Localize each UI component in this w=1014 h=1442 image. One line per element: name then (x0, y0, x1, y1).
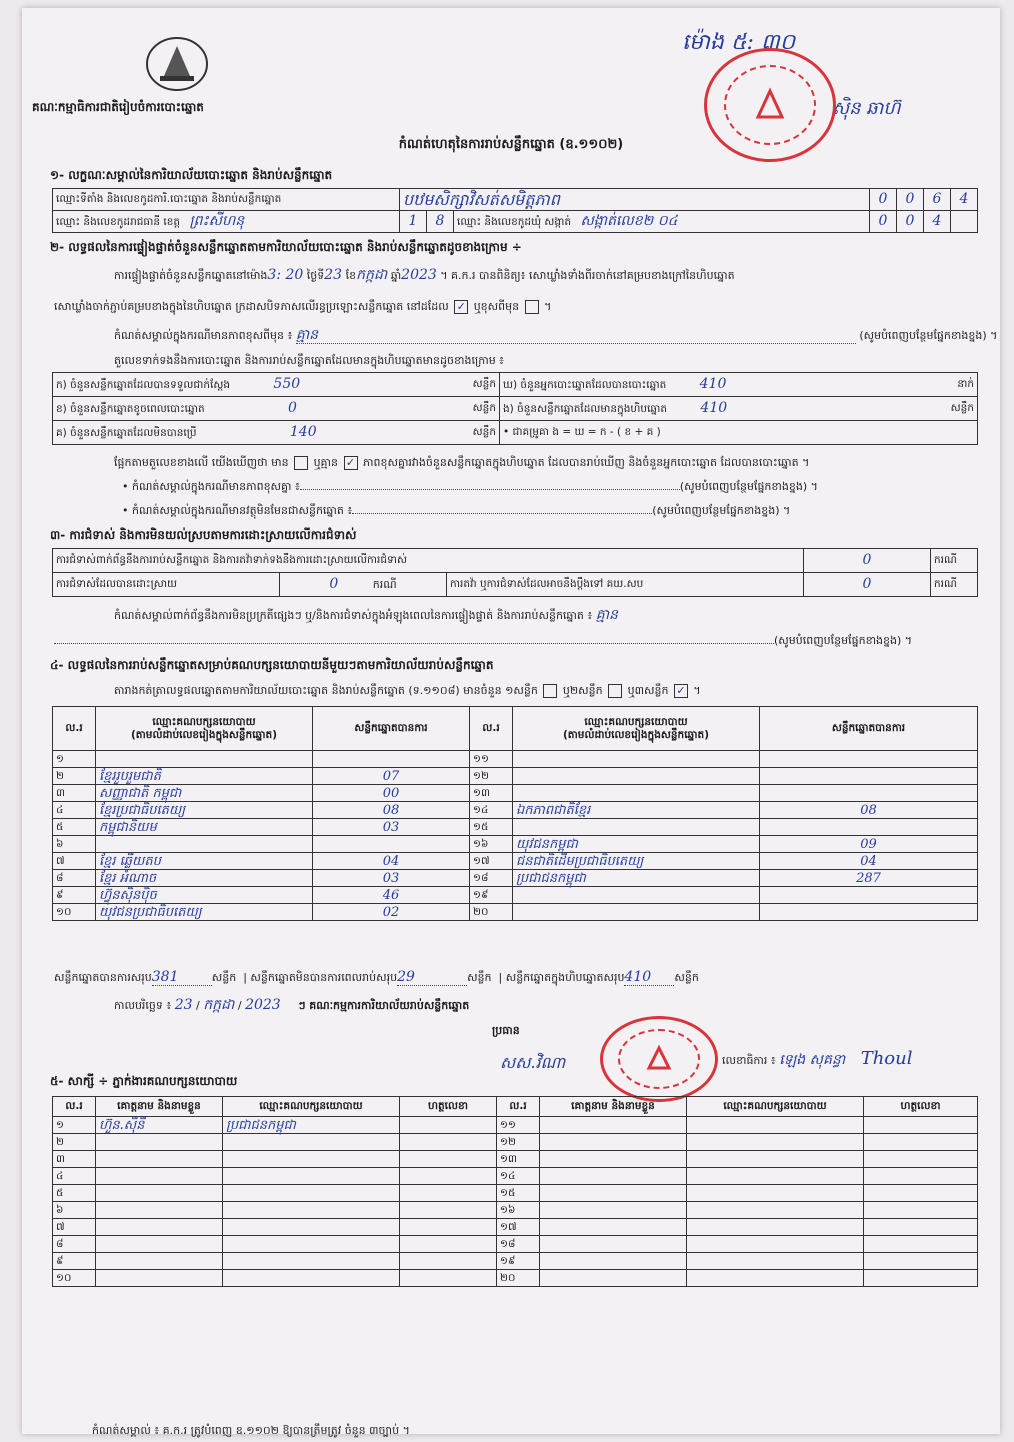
section5-heading: ៥- សាក្សី ÷ ភ្នាក់ងារគណបក្សនយោបាយ (50, 1074, 238, 1088)
case-unit: ករណី (931, 573, 978, 597)
party-name: ហ៊្វុនស៊ិនប៉ិច (96, 887, 313, 904)
date-line: កាលបរិច្ឆេទ ៖ 23 / កក្កដា / 2023 ៗ គណៈកម្មការការិយាល័យរាប់សន្លឹកឆ្នោត (114, 997, 470, 1013)
difference-note-value: គ្មាន (295, 327, 319, 343)
verify-line: ការផ្ទៀងផ្ទាត់ចំនួនសន្លឹកឆ្នោតនៅម៉ោង3: 20 ថ្ងៃទី23 ខែកក្កដា ឆ្នាំ2023 ។ គ.ក.រ បានពិនិត្យ៖ សោឃ្លាំងទាំងពីរចាក់នៅគម្របខាងក្រៅនៃហិបឆ្នោត (114, 267, 735, 283)
party-name (513, 819, 760, 836)
party-name: ឯកភាពជាតិខ្មែរ (513, 802, 760, 819)
party-votes: 287 (760, 870, 978, 887)
has-difference-checkbox[interactable] (294, 456, 308, 470)
party-votes (760, 819, 978, 836)
irregularity-note-value: គ្មាន (595, 607, 618, 623)
total-invalid: 29 (397, 969, 415, 985)
objections-table (52, 548, 978, 597)
one-sheet-checkbox[interactable] (543, 684, 557, 698)
row-no: ៦ (53, 836, 96, 853)
party-name: ខ្មែរ អំណាច (96, 870, 313, 887)
table-row (53, 751, 978, 768)
party-votes: 07 (313, 768, 470, 785)
witness-party (687, 1151, 864, 1168)
party-name: ប្រជាជនកម្ពុជា (513, 870, 760, 887)
witness-name (540, 1117, 687, 1134)
party-votes: 03 (313, 819, 470, 836)
row-no: ៧ (53, 853, 96, 870)
witness-party (223, 1202, 400, 1219)
table-row (53, 1270, 978, 1287)
row-no: ៤ (53, 1168, 96, 1185)
station-code-digit: 4 (951, 189, 978, 211)
witness-party (223, 1236, 400, 1253)
verify-year: 2023 (401, 267, 437, 283)
table-row (53, 887, 978, 904)
totals-line: សន្លឹកឆ្នោតបានការសរុប381 សន្លឹក | សន្លឹកឆ្នោតមិនបានការពេលរាប់សរុប29 សន្លឹក | សន្លឹកឆ្នោតក្នុងហិបឆ្នោតសរុប410 សន្លឹក (54, 969, 699, 985)
col-no: ល.រ (53, 707, 96, 751)
chair-signature: សស.វិណា (500, 1053, 566, 1072)
row-no: ១៤ (470, 802, 513, 819)
table-row (53, 1219, 978, 1236)
witness-party (687, 1219, 864, 1236)
table-row (53, 1253, 978, 1270)
section4-heading: ៤- លទ្ធផលនៃការរាប់សន្លឹកឆ្នោតសម្រាប់គណបក្សនយោបាយនីមួយៗតាមការិយាល័យរាប់សន្លឹកឆ្នោត (50, 658, 494, 672)
row-no: ៨ (53, 870, 96, 887)
party-votes: 04 (313, 853, 470, 870)
row-no: ១៧ (470, 853, 513, 870)
handwritten-time: ម៉ោង ៥: ៣០ (682, 30, 796, 55)
count-row-d: ឃ) ចំនួនអ្នកបោះឆ្នោតដែលបានបោះឆ្នោត 410 នាក់ (500, 373, 978, 397)
witness-signature (864, 1236, 978, 1253)
witness-signature (864, 1117, 978, 1134)
resolved-label: ការជំទាស់ដែលបានដោះស្រាយ (53, 573, 280, 597)
witness-party (223, 1185, 400, 1202)
station-table (52, 188, 978, 233)
party-name: យុវជនប្រជាធិបតេយ្យ (96, 904, 313, 921)
witness-name (96, 1253, 223, 1270)
witness-name: ហ៊ួន.សុីនី (96, 1117, 223, 1134)
witness-party (223, 1219, 400, 1236)
witness-party (223, 1134, 400, 1151)
table-row (53, 1185, 978, 1202)
witness-signature (400, 1117, 497, 1134)
province-code-digit: 1 (400, 211, 427, 233)
party-name (513, 904, 760, 921)
count-row-b: ខ) ចំនួនសន្លឹកឆ្នោតខូចពេលបោះឆ្នោត 0 សន្លឹក (53, 397, 500, 421)
row-no: ២ (53, 768, 96, 785)
party-votes (760, 904, 978, 921)
section1-heading: ១- លក្ខណៈសម្គាល់នៃការិយាល័យបោះឆ្នោត និងរាប់សន្លឹកឆ្នោត (50, 168, 333, 182)
witness-signature (400, 1270, 497, 1287)
witness-name (96, 1219, 223, 1236)
verify-day: 23 (324, 267, 343, 283)
table-row (53, 785, 978, 802)
witness-name (540, 1236, 687, 1253)
party-votes: 02 (313, 904, 470, 921)
witness-signature (400, 1236, 497, 1253)
row-no: ៧ (53, 1219, 96, 1236)
different-checkbox[interactable] (525, 300, 539, 314)
party-votes: 09 (760, 836, 978, 853)
secretary-name: ឡេង សុគន្ធា (779, 1052, 846, 1068)
party-name: យុវជនកម្ពុជា (513, 836, 760, 853)
date-month: កក្កដា (203, 997, 235, 1013)
footer-note: កំណត់សម្គាល់ ៖ គ.ក.រ ត្រូវបំពេញ ឧ.១១០២ ឱ្យបានត្រឹមត្រូវ ចំនួន ៣ច្បាប់ ។ (92, 1424, 410, 1437)
case-unit: ករណី (931, 549, 978, 573)
same-checkbox[interactable]: ✓ (454, 300, 468, 314)
col-sign: ហត្ថលេខា (864, 1097, 978, 1117)
party-name: ជនជាតិដើមប្រជាធិបតេយ្យ (513, 853, 760, 870)
witness-name (96, 1202, 223, 1219)
three-sheets-checkbox[interactable]: ✓ (674, 684, 688, 698)
irregularity-fill: (សូមបំពេញបន្ថែមផ្នែកខាងខ្នង) ។ (54, 634, 912, 648)
witness-party (223, 1270, 400, 1287)
col-party: ឈ្មោះគណបក្សនយោបាយ (តាមលំដាប់លេខរៀងក្នុងសន្លឹកឆ្នោត) (513, 707, 760, 751)
party-name (513, 887, 760, 904)
province-code-digit: 8 (427, 211, 454, 233)
witness-signature (400, 1168, 497, 1185)
commune-label: ឈ្មោះ និងលេខកូដឃុំ សង្កាត់ សង្កាត់លេខ២ ០៤ (454, 211, 870, 233)
row-no: ១ (53, 751, 96, 768)
witness-signature (864, 1134, 978, 1151)
party-name (96, 836, 313, 853)
count-row-a: ក) ចំនួនសន្លឹកឆ្នោតដែលបានទទួលជាក់ស្តែង 550 សន្លឹក (53, 373, 500, 397)
date-year: 2023 (245, 997, 281, 1013)
station-code-digit: 0 (870, 189, 897, 211)
bullet-difference: • កំណត់សម្គាល់ក្នុងករណីមានភាពខុសគ្នា ៖ (សូមបំពេញបន្ថែមផ្នែកខាងខ្នង) ។ (122, 480, 818, 493)
official-stamp-bottom (600, 1016, 718, 1102)
witness-party (687, 1236, 864, 1253)
party-rows (53, 751, 978, 921)
row-no: ១៦ (470, 836, 513, 853)
party-name (513, 768, 760, 785)
party-votes (760, 751, 978, 768)
row-no: ១២ (470, 768, 513, 785)
party-votes: 04 (760, 853, 978, 870)
objections-count: 0 (804, 549, 931, 573)
table-row (53, 768, 978, 785)
col-votes: សន្លឹកឆ្នោតបានការ (760, 707, 978, 751)
witness-name (96, 1236, 223, 1253)
party-name (513, 785, 760, 802)
committee-name: គណៈកម្មាធិការជាតិរៀបចំការបោះឆ្នោត (32, 100, 204, 114)
col-no: ល.រ (53, 1097, 96, 1117)
witness-table (52, 1096, 978, 1287)
party-name: កម្ពុជានិយម (96, 819, 313, 836)
table-row (53, 836, 978, 853)
commune-code-digit: 4 (924, 211, 951, 233)
witness-name (540, 1253, 687, 1270)
witness-party (223, 1253, 400, 1270)
bullet-foreign-object: • កំណត់សម្គាល់ក្នុងករណីមានវត្ថុមិនមែនជាសន្លឹកឆ្នោត ៖ (សូមបំពេញបន្ថែមផ្នែកខាងខ្នង) ។ (122, 504, 791, 517)
verify-month: កក្កដា (356, 267, 388, 283)
table-row (53, 853, 978, 870)
unused-ballots: 140 (289, 423, 317, 440)
witness-rows (53, 1117, 978, 1287)
party-name (96, 751, 313, 768)
row-no: ១៧ (497, 1219, 540, 1236)
row-no: ៥ (53, 1185, 96, 1202)
row-no: ៣ (53, 1151, 96, 1168)
count-row-c: គ) ចំនួនសន្លឹកឆ្នោតដែលមិនបានប្រើ 140 សន្លឹក (53, 421, 500, 445)
witness-signature (400, 1151, 497, 1168)
table-row (53, 802, 978, 819)
row-no: ៩ (53, 1253, 96, 1270)
party-name: សញ្ញាជាតិ កម្ពុជា (96, 785, 313, 802)
col-no: ល.រ (470, 707, 513, 751)
col-party: ឈ្មោះគណបក្សនយោបាយ (223, 1097, 400, 1117)
objections-label: ការជំទាស់ពាក់ព័ន្ធនឹងការរាប់សន្លឹកឆ្នោត និងការតវ៉ាទាក់ទងនឹងការដោះស្រាយលើការជំទាស់ (53, 549, 804, 573)
province-label: ឈ្មោះ និងលេខកូដរាជធានី ខេត្ត ព្រះសីហនុ (53, 211, 400, 233)
row-no: ៤ (53, 802, 96, 819)
witness-signature (864, 1151, 978, 1168)
witness-party (687, 1185, 864, 1202)
province-name: ព្រះសីហនុ (189, 212, 245, 229)
row-no: ១៣ (497, 1151, 540, 1168)
row-no: ១៤ (497, 1168, 540, 1185)
row-no: ១៩ (497, 1253, 540, 1270)
verify-line-2: សោឃ្លាំងចាក់ភ្ជាប់គម្របខាងក្នុងនៃហិបឆ្នោត ក្រដាសបិទភាសលើរន្ធប្រឡោះសន្លឹកឆ្នោត នៅដដែល ✓ ឬខុសពីមុន ។ (54, 300, 552, 313)
witness-party: ប្រជាជនកម្ពុជា (223, 1117, 400, 1134)
counts-intro: តួលេខទាក់ទងនឹងការបោះឆ្នោត និងការរាប់សន្លឹកឆ្នោតដែលមានក្នុងហិបឆ្នោតមានដូចខាងក្រោម ៖ (114, 354, 505, 367)
commune-code-digit: 0 (897, 211, 924, 233)
witness-party (223, 1151, 400, 1168)
two-sheets-checkbox[interactable] (608, 684, 622, 698)
table-row (53, 1151, 978, 1168)
results-sheets-line: តារាងកត់ត្រាលទ្ធផលឆ្នោតតាមការិយាល័យបោះឆ្នោត និងរាប់សន្លឹកឆ្នោត (ទ.១១០៨) មានចំនួន ១សន្លឹក ឬ២សន្លឹក ឬ៣សន្លឹក ✓ ។ (114, 684, 701, 697)
witness-signature (400, 1134, 497, 1151)
witness-name (540, 1134, 687, 1151)
col-name: គោត្តនាម និងនាមខ្លួន (96, 1097, 223, 1117)
form-title: កំណត់ហេតុនៃការរាប់សន្លឹកឆ្នោត (ឧ.១១០២) (398, 137, 624, 152)
witness-party (687, 1202, 864, 1219)
party-name: ខ្មែរប្រជាធិបតេយ្យ (96, 802, 313, 819)
row-no: ៩ (53, 887, 96, 904)
secretary-line: លេខាធិការ ៖ ឡេង សុគន្ធា Thoul (722, 1048, 913, 1069)
form-page (22, 8, 1000, 1437)
row-no: ១១ (470, 751, 513, 768)
col-party: ឈ្មោះគណបក្សនយោបាយ (តាមលំដាប់លេខរៀងក្នុងសន្លឹកឆ្នោត) (96, 707, 313, 751)
party-votes (313, 836, 470, 853)
party-votes: 03 (313, 870, 470, 887)
chair-label: ប្រធាន (492, 1024, 520, 1037)
witness-signature (400, 1219, 497, 1236)
row-no: ២ (53, 1134, 96, 1151)
party-name (513, 751, 760, 768)
row-no: ១៦ (497, 1202, 540, 1219)
party-votes (313, 751, 470, 768)
row-no: ១២ (497, 1134, 540, 1151)
count-row-e: ង) ចំនួនសន្លឹកឆ្នោតដែលមានក្នុងហិបឆ្នោត 410 សន្លឹក (500, 397, 978, 421)
secretary-signature: Thoul (860, 1048, 913, 1069)
witness-party (687, 1270, 864, 1287)
table-row (53, 819, 978, 836)
table-row (53, 1236, 978, 1253)
party-votes: 08 (313, 802, 470, 819)
witness-name (540, 1270, 687, 1287)
table-row (53, 1134, 978, 1151)
table-row (53, 1117, 978, 1134)
witness-signature (864, 1253, 978, 1270)
row-no: ២០ (497, 1270, 540, 1287)
witness-party (687, 1134, 864, 1151)
formula-cell: • ជាគម្រូគា ង = ឃ = ក - ( ខ + គ ) (500, 421, 978, 445)
received-ballots: 550 (273, 375, 301, 392)
top-signature: ស៊ិន ឆាហ៊ (832, 98, 901, 119)
station-code-digit: 6 (924, 189, 951, 211)
party-results-table (52, 706, 978, 921)
row-no: ១៣ (470, 785, 513, 802)
party-name: ខ្មែរ ឆ្លើយតប (96, 853, 313, 870)
witness-party (223, 1168, 400, 1185)
row-no: ២០ (470, 904, 513, 921)
row-no: ៨ (53, 1236, 96, 1253)
witness-party (687, 1117, 864, 1134)
party-votes (760, 768, 978, 785)
section3-heading: ៣- ការជំទាស់ និងការមិនយល់ស្របតាមការដោះស្រាយលើការជំទាស់ (50, 528, 357, 542)
witness-name (96, 1134, 223, 1151)
witness-signature (864, 1185, 978, 1202)
witness-name (96, 1270, 223, 1287)
witness-name (540, 1185, 687, 1202)
col-party: ឈ្មោះគណបក្សនយោបាយ (687, 1097, 864, 1117)
row-no: ៥ (53, 819, 96, 836)
verify-time: 3: 20 (267, 267, 304, 283)
row-no: ១០ (53, 904, 96, 921)
station-code-digit: 0 (897, 189, 924, 211)
witness-name (540, 1202, 687, 1219)
difference-note: កំណត់សម្គាល់ក្នុងករណីមានភាពខុសពីមុន ៖ គ្មាន (សូមបំពេញបន្ថែមផ្នែកខាងខ្នង) ។ (114, 327, 998, 343)
witness-signature (864, 1219, 978, 1236)
no-difference-checkbox[interactable]: ✓ (344, 456, 358, 470)
witness-name (96, 1185, 223, 1202)
row-no: ១៩ (470, 887, 513, 904)
row-no: ៣ (53, 785, 96, 802)
party-votes: 00 (313, 785, 470, 802)
col-votes: សន្លឹកឆ្នោតបានការ (313, 707, 470, 751)
row-no: ១៨ (497, 1236, 540, 1253)
row-no: ១៥ (497, 1185, 540, 1202)
appeal-count: 0 (804, 573, 931, 597)
witness-name (540, 1151, 687, 1168)
table-row (53, 1168, 978, 1185)
counts-table (52, 372, 978, 445)
party-votes: 08 (760, 802, 978, 819)
witness-name (96, 1168, 223, 1185)
row-no: ១៨ (470, 870, 513, 887)
station-name: បឋមសិក្សាវិសត់សមិត្តភាព (400, 189, 870, 211)
row-no: ១០ (53, 1270, 96, 1287)
witness-name (96, 1151, 223, 1168)
party-votes (760, 887, 978, 904)
witness-signature (400, 1185, 497, 1202)
witness-party (687, 1168, 864, 1185)
table-row (53, 870, 978, 887)
witness-signature (400, 1253, 497, 1270)
row-no: ១៥ (470, 819, 513, 836)
station-label: ឈ្មោះទីតាំង និងលេខកូដការិ.បោះឆ្នោត និងរាប់សន្លឹកឆ្នោត (53, 189, 400, 211)
witness-signature (864, 1168, 978, 1185)
total-valid: 381 (151, 969, 179, 985)
witness-party (687, 1253, 864, 1270)
spoiled-ballots: 0 (288, 399, 297, 416)
row-no: ១១ (497, 1117, 540, 1134)
date-day: 23 (174, 997, 193, 1013)
appeal-label: ការតវ៉ា ឬការជំទាស់ដែលអាចនឹងប្តឹងទៅ គឃ.សប (447, 573, 804, 597)
table-row (53, 904, 978, 921)
col-no: ល.រ (497, 1097, 540, 1117)
col-name: គោត្តនាម និងនាមខ្លួន (540, 1097, 687, 1117)
section2-heading: ២- លទ្ធផលនៃការផ្ទៀងផ្ទាត់ចំនួនសន្លឹកឆ្នោតតាមការិយាល័យបោះឆ្នោត និងរាប់សន្លឹកឆ្នោតដូចខាងក្រោម ÷ (50, 240, 522, 254)
witness-signature (864, 1270, 978, 1287)
row-no: ១ (53, 1117, 96, 1134)
row-no: ៦ (53, 1202, 96, 1219)
emblem-logo (144, 34, 210, 92)
commune-name: សង្កាត់លេខ២ ០៤ (580, 212, 678, 229)
witness-signature (864, 1202, 978, 1219)
party-name: ខ្មែររួបរួមជាតិ (96, 768, 313, 785)
total-in-box: 410 (624, 969, 652, 985)
witness-name (540, 1168, 687, 1185)
table-row (53, 1202, 978, 1219)
ballots-in-box: 410 (700, 399, 728, 416)
party-votes (760, 785, 978, 802)
resolved-count: 0 ករណី (280, 573, 447, 597)
commune-code-digit: 0 (870, 211, 897, 233)
col-sign: ហត្ថលេខា (400, 1097, 497, 1117)
witness-signature (400, 1202, 497, 1219)
compare-line: ផ្អែកតាមតួលេខខាងលើ យើងឃើញថា មាន ឬគ្មាន ✓ ភាពខុសគ្នារវាងចំនួនសន្លឹកឆ្នោតក្នុងហិបឆ្នោត ដែលបានរាប់ឃើញ និងចំនួនអ្នកបោះឆ្នោត ដែលបានបោះឆ្នោត ។ (114, 456, 810, 469)
voters-count: 410 (699, 375, 727, 392)
witness-name (540, 1219, 687, 1236)
irregularity-note: កំណត់សម្គាល់ពាក់ព័ន្ធនឹងការមិនប្រក្រតីផ្សេងៗ ឬ/និងការជំទាស់ក្នុងអំឡុងពេលនៃការផ្ទៀងផ្ទាត់ និងការរាប់សន្លឹកឆ្នោត ៖ គ្មាន (114, 607, 618, 623)
party-votes: 46 (313, 887, 470, 904)
